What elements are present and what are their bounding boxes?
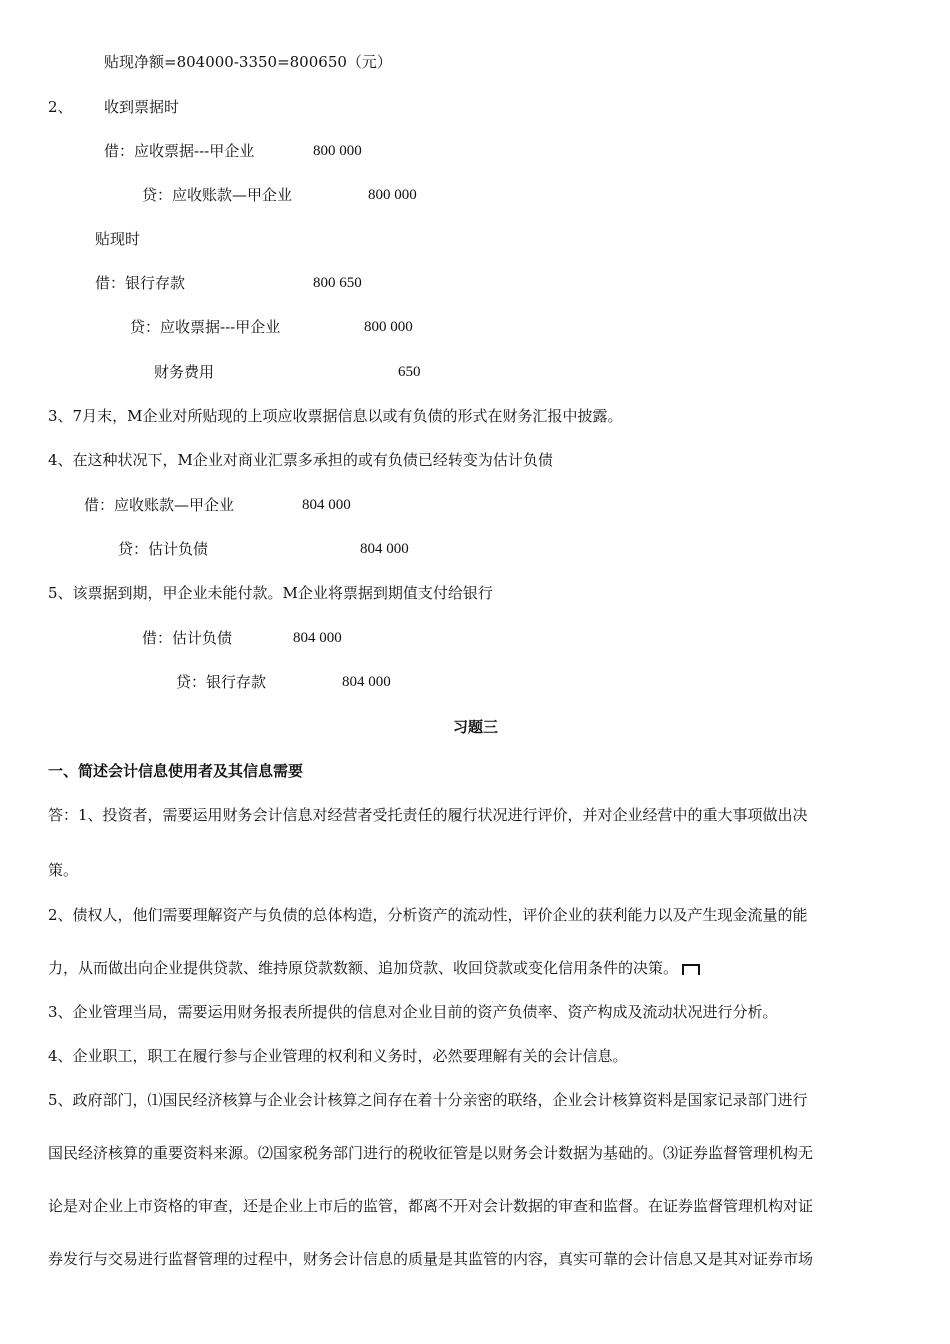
journal-amount: 650 <box>398 364 421 380</box>
item-number: 2、 <box>48 98 73 116</box>
paragraph: 4、在这种状况下，M企业对商业汇票多承担的或有负债已经转变为估计负债 <box>48 451 553 469</box>
section-title: 习题三 <box>453 718 499 736</box>
journal-amount: 800 000 <box>313 143 362 159</box>
answer-line: 5、政府部门，⑴国民经济核算与企业会计核算之间存在着十分亲密的联络，企业会计核算资料是国家记录部门进行 <box>48 1091 808 1109</box>
journal-amount: 800 000 <box>364 319 413 335</box>
discount-net-line: 贴现净额=804000-3350=800650（元） <box>104 53 392 71</box>
answer-line: 2、债权人，他们需要理解资产与负债的总体构造，分析资产的流动性，评价企业的获利能力以及产生现金流量的能 <box>48 906 808 924</box>
journal-amount: 804 000 <box>302 497 351 513</box>
paragraph: 5、该票据到期，甲企业未能付款。M企业将票据到期值支付给银行 <box>48 584 493 602</box>
bracket-mark-icon <box>682 964 700 975</box>
journal-debit: 借：估计负债 <box>142 629 233 647</box>
journal-amount: 800 650 <box>313 275 362 291</box>
journal-amount: 804 000 <box>293 630 342 646</box>
journal-debit: 借：应收票据---甲企业 <box>104 142 255 160</box>
answer-text: 力，从而做出向企业提供贷款、维持原贷款数额、追加贷款、收回贷款或变化信用条件的决策。 <box>48 959 679 977</box>
journal-debit: 借：应收账款—甲企业 <box>84 496 235 514</box>
journal-amount: 804 000 <box>342 674 391 690</box>
question-heading: 一、简述会计信息使用者及其信息需要 <box>48 762 304 780</box>
journal-credit: 贷：估计负债 <box>118 540 209 558</box>
journal-amount: 804 000 <box>360 541 409 557</box>
paragraph: 3、7月末，M企业对所贴现的上项应收票据信息以或有负债的形式在财务汇报中披露。 <box>48 407 623 425</box>
journal-credit: 贷：应收票据---甲企业 <box>130 318 281 336</box>
journal-amount: 800 000 <box>368 187 417 203</box>
journal-credit: 贷：应收账款—甲企业 <box>142 186 293 204</box>
answer-line: 3、企业管理当局，需要运用财务报表所提供的信息对企业目前的资产负债率、资产构成及流动状况进行分析。 <box>48 1003 778 1021</box>
answer-line <box>48 958 700 978</box>
journal-credit: 财务费用 <box>154 363 215 381</box>
item-heading: 收到票据时 <box>104 98 180 116</box>
answer-line: 答：1、投资者，需要运用财务会计信息对经营者受托责任的履行状况进行评价，并对企业经营中的重大事项做出决 <box>48 806 808 824</box>
answer-line: 策。 <box>48 861 79 879</box>
answer-line: 券发行与交易进行监督管理的过程中，财务会计信息的质量是其监管的内容，真实可靠的会计信息又是其对证券市场 <box>48 1250 814 1268</box>
subheading: 贴现时 <box>95 230 141 248</box>
answer-line: 论是对企业上市资格的审查，还是企业上市后的监管，都离不开对会计数据的审查和监督。在证券监督管理机构对证 <box>48 1197 814 1215</box>
journal-debit: 借：银行存款 <box>95 274 186 292</box>
journal-credit: 贷：银行存款 <box>176 673 267 691</box>
answer-line: 国民经济核算的重要资料来源。⑵国家税务部门进行的税收征管是以财务会计数据为基础的。⑶证券监督管理机构无 <box>48 1144 814 1162</box>
answer-line: 4、企业职工，职工在履行参与企业管理的权利和义务时，必然要理解有关的会计信息。 <box>48 1047 628 1065</box>
